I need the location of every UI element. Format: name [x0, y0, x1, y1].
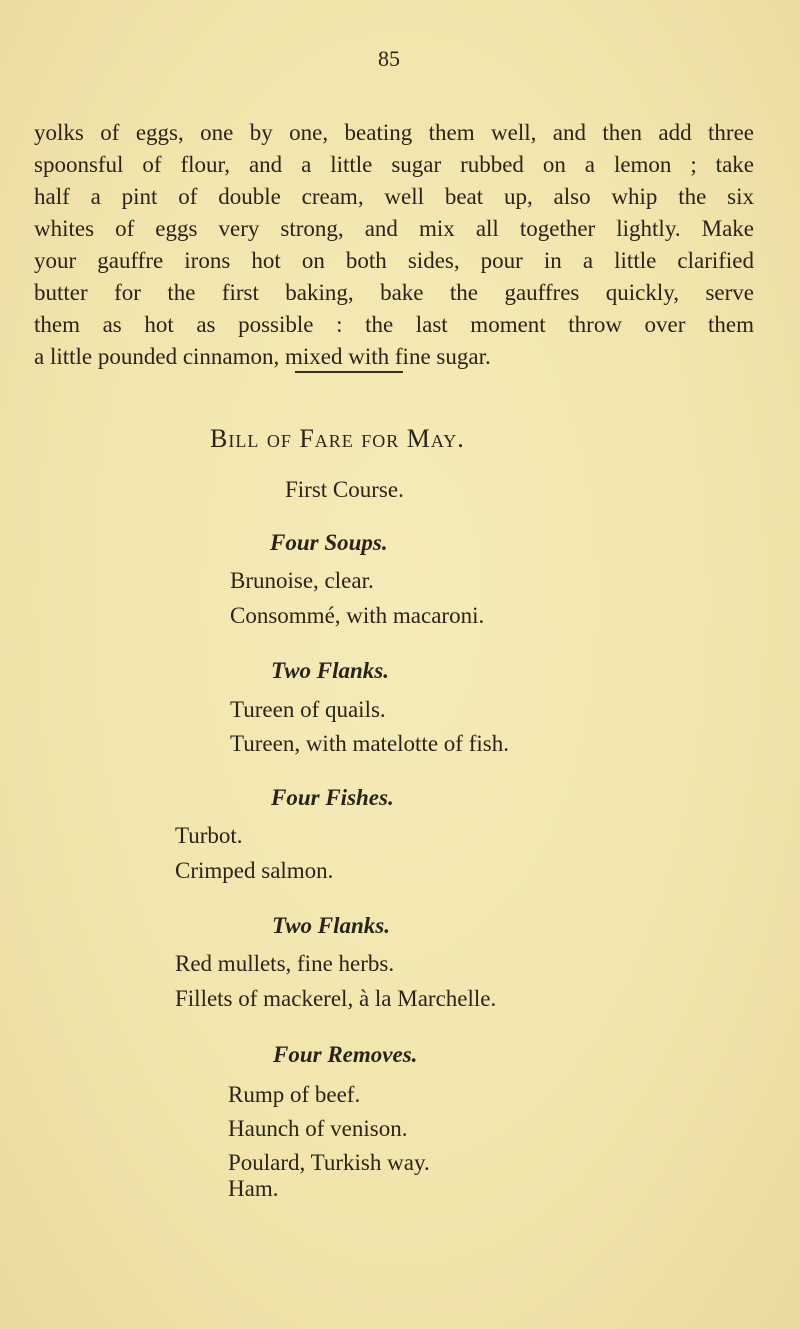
menu-item: Tureen, with matelotte of fish. [230, 731, 509, 756]
paragraph-line: spoonsful of flour, and a little sugar rubbed on a lemon ; take [34, 152, 754, 177]
menu-item: Rump of beef. [228, 1082, 361, 1107]
menu-item: Poulard, Turkish way. [228, 1150, 430, 1175]
paragraph-line: butter for the first baking, bake the gauffres quickly, serve [34, 280, 754, 305]
menu-item: Consommé, with macaroni. [230, 603, 485, 628]
paragraph-line: your gauffre irons hot on both sides, pour in a little clarified [34, 248, 754, 273]
section-heading: Two Flanks. [271, 658, 390, 683]
page-number: 85 [378, 46, 400, 71]
section-heading: Four Fishes. [271, 785, 394, 810]
paragraph-line: half a pint of double cream, well beat up, also whip the six [34, 184, 754, 209]
recipe-paragraph [34, 117, 754, 373]
paragraph-line: a little pounded cinnamon, mixed with fine sugar. [34, 344, 491, 369]
menu-item: Turbot. [175, 823, 243, 848]
menu-item: Haunch of venison. [228, 1116, 408, 1141]
section-divider [295, 371, 403, 373]
paragraph-line: them as hot as possible : the last moment throw over them [34, 312, 754, 337]
menu-item: Fillets of mackerel, à la Marchelle. [175, 986, 497, 1011]
menu-item: Crimped salmon. [175, 858, 334, 883]
menu-item: Brunoise, clear. [230, 568, 374, 593]
menu-item: Tureen of quails. [230, 697, 386, 722]
course-title: First Course. [285, 477, 404, 502]
paragraph-line: yolks of eggs, one by one, beating them well, and then add three [34, 120, 754, 145]
section-heading: Four Soups. [270, 530, 388, 555]
paragraph-line: whites of eggs very strong, and mix all together lightly. Make [34, 216, 754, 241]
section-heading: Two Flanks. [272, 913, 391, 938]
bill-of-fare-title: Bill of Fare for May. [210, 424, 465, 453]
section-heading: Four Removes. [273, 1042, 418, 1067]
menu-item: Ham. [228, 1176, 279, 1201]
menu-item: Red mullets, fine herbs. [175, 951, 395, 976]
